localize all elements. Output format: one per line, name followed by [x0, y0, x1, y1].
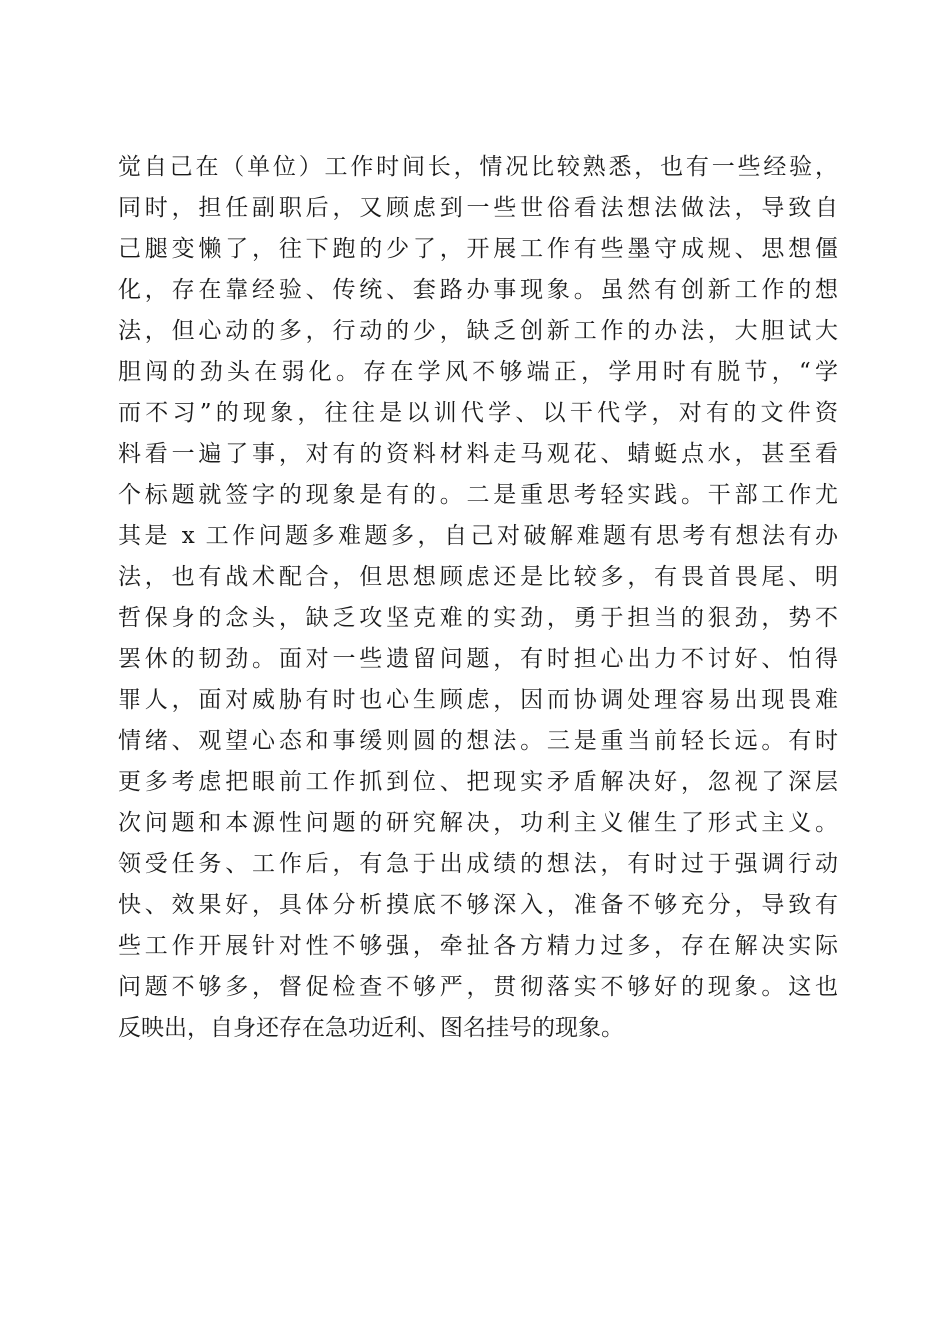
text-line: 罢休的韧劲。面对一些遗留问题，有时担心出力不讨好、怕得 [118, 646, 838, 672]
text-line: 领受任务、工作后，有急于出成绩的想法，有时过于强调行动 [118, 851, 838, 877]
text-line: 次问题和本源性问题的研究解决，功利主义催生了形式主义。 [118, 810, 838, 836]
text-line: 快、效果好，具体分析摸底不够深入，准备不够充分，导致有 [118, 892, 838, 918]
text-line: 反映出，自身还存在急功近利、图名挂号的现象。 [118, 1015, 624, 1041]
text-line: 化，存在靠经验、传统、套路办事现象。虽然有创新工作的想 [118, 277, 838, 303]
text-line: 觉自己在（单位）工作时间长，情况比较熟悉，也有一些经验， [118, 154, 838, 180]
text-line: 胆闯的劲头在弱化。存在学风不够端正，学用时有脱节，“学 [118, 359, 838, 385]
text-line: 哲保身的念头，缺乏攻坚克难的实劲，勇于担当的狠劲，势不 [118, 605, 838, 631]
text-line: 法，也有战术配合，但思想顾虑还是比较多，有畏首畏尾、明 [118, 564, 838, 590]
text-line: 更多考虑把眼前工作抓到位、把现实矛盾解决好，忽视了深层 [118, 769, 838, 795]
text-line: 同时，担任副职后，又顾虑到一些世俗看法想法做法，导致自 [118, 195, 838, 221]
text-line: 些工作开展针对性不够强，牵扯各方精力过多，存在解决实际 [118, 933, 838, 959]
text-line: 法，但心动的多，行动的少，缺乏创新工作的办法，大胆试大 [118, 318, 838, 344]
text-line: 料看一遍了事，对有的资料材料走马观花、蜻蜓点水，甚至看 [118, 441, 838, 467]
text-line: 而不习”的现象，往往是以训代学、以干代学，对有的文件资 [118, 400, 838, 426]
text-line: 其是 x 工作问题多难题多，自己对破解难题有思考有想法有办 [118, 523, 838, 549]
body-paragraph [118, 147, 838, 1049]
text-line: 情绪、观望心态和事缓则圆的想法。三是重当前轻长远。有时 [118, 728, 838, 754]
text-line: 罪人，面对威胁有时也心生顾虑，因而协调处理容易出现畏难 [118, 687, 838, 713]
text-line: 个标题就签字的现象是有的。二是重思考轻实践。干部工作尤 [118, 482, 838, 508]
text-line: 己腿变懒了，往下跑的少了，开展工作有些墨守成规、思想僵 [118, 236, 838, 262]
text-line: 问题不够多，督促检查不够严，贯彻落实不够好的现象。这也 [118, 974, 838, 1000]
